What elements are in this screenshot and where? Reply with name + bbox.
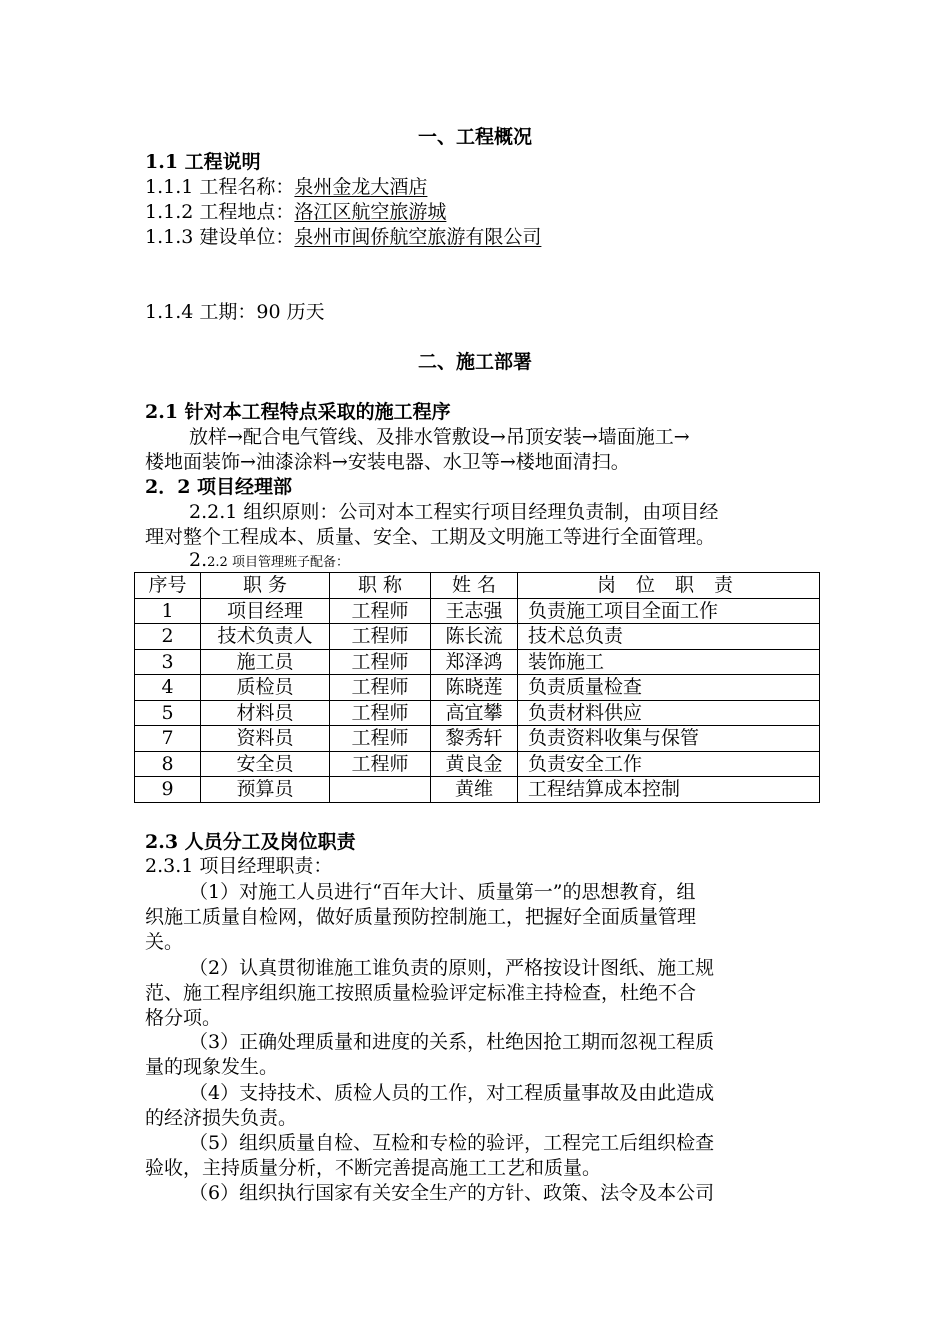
cell-title: 工程师 [330,649,431,675]
cell-name: 陈晓莲 [431,675,518,701]
table-row [135,777,820,803]
cell-position: 技术负责人 [201,624,330,650]
cell-name: 高宜攀 [431,700,518,726]
project-name-value: 泉州金龙大酒店 [294,176,428,198]
table-row [135,726,820,752]
cell-name: 黄良金 [431,751,518,777]
team-caption-text: 2.2 项目管理班子配备： [207,555,349,570]
project-location-label: 1.1.2 工程地点： [145,201,295,223]
principle-line-1: 2.2.1 组织原则：公司对本工程实行项目经理负责制，由项目经 [189,501,719,523]
cell-title: 工程师 [330,675,431,701]
duty-5-line-1: （5）组织质量自检、互检和专检的验评，工程完工后组织检查 [189,1132,715,1154]
table-row [135,675,820,701]
project-name-line [145,174,427,200]
principle-line-2: 理对整个工程成本、质量、安全、工期及文明施工等进行全面管理。 [145,526,716,548]
header-cell-position: 职 务 [201,573,330,599]
cell-name: 黎秀轩 [431,726,518,752]
duty-1-line-3: 关。 [145,931,184,953]
cell-name: 郑泽鸿 [431,649,518,675]
cell-number: 4 [135,675,201,701]
cell-duty: 负责安全工作 [518,751,820,777]
cell-title: 工程师 [330,726,431,752]
table-row [135,624,820,650]
table-header-row [135,573,820,599]
section-2-title: 二、施工部署 [417,351,532,373]
cell-duty: 技术总负责 [518,624,820,650]
staff-table [134,572,820,803]
duty-4-line-1: （4）支持技术、质检人员的工作，对工程质量事故及由此造成 [189,1082,715,1104]
project-location-line [145,199,446,225]
cell-name: 陈长流 [431,624,518,650]
header-cell-title: 职 称 [330,573,431,599]
section-1-1-heading: 1.1 工程说明 [145,151,261,173]
cell-duty: 负责材料供应 [518,700,820,726]
project-location-value: 洛江区航空旅游城 [294,201,447,223]
cell-position: 材料员 [201,700,330,726]
project-owner-value: 泉州市闽侨航空旅游有限公司 [294,226,542,248]
pm-duties-heading: 2.3.1 项目经理职责： [145,855,333,877]
duty-5-line-2: 验收，主持质量分析，不断完善提高施工工艺和质量。 [145,1157,602,1179]
cell-position: 项目经理 [201,598,330,624]
cell-number: 9 [135,777,201,803]
duty-1-line-1: （1）对施工人员进行“百年大计、质量第一”的思想教育，组 [189,881,696,903]
cell-number: 3 [135,649,201,675]
cell-title: 工程师 [330,751,431,777]
project-owner-line [145,224,541,250]
pm-department-heading: 2．2 项目经理部 [145,476,293,498]
cell-title: 工程师 [330,624,431,650]
table-row [135,700,820,726]
cell-position: 安全员 [201,751,330,777]
table-row [135,751,820,777]
duty-2-line-1: （2）认真贯彻谁施工谁负责的原则，严格按设计图纸、施工规 [189,957,715,979]
duty-2-line-2: 范、施工程序组织施工按照质量检验评定标准主持检查，杜绝不合 [145,982,697,1004]
cell-number: 8 [135,751,201,777]
procedure-line-2: 楼地面装饰→油漆涂料→安装电器、水卫等→楼地面清扫。 [145,451,630,473]
project-period-line: 1.1.4 工期：90 历天 [145,301,325,323]
cell-duty: 负责资料收集与保管 [518,726,820,752]
cell-number: 1 [135,598,201,624]
procedure-line-1: 放样→配合电气管线、及排水管敷设→吊顶安装→墙面施工→ [189,426,690,448]
cell-duty: 装饰施工 [518,649,820,675]
duty-1-line-2: 织施工质量自检网，做好质量预防控制施工，把握好全面质量管理 [145,906,697,928]
procedure-heading: 2.1 针对本工程特点采取的施工程序 [145,401,451,423]
project-name-label: 1.1.1 工程名称： [145,176,295,198]
cell-name: 王志强 [431,598,518,624]
cell-title: 工程师 [330,700,431,726]
cell-duty: 工程结算成本控制 [518,777,820,803]
duty-3-line-1: （3）正确处理质量和进度的关系，杜绝因抢工期而忽视工程质 [189,1031,715,1053]
duty-3-line-2: 量的现象发生。 [145,1056,279,1078]
section-1-title: 一、工程概况 [417,126,532,148]
team-caption-prefix: 2. [189,549,208,571]
duty-2-line-3: 格分项。 [145,1007,222,1029]
cell-duty: 负责质量检查 [518,675,820,701]
duty-4-line-2: 的经济损失负责。 [145,1107,298,1129]
cell-number: 2 [135,624,201,650]
project-owner-label: 1.1.3 建设单位： [145,226,295,248]
cell-position: 施工员 [201,649,330,675]
cell-number: 7 [135,726,201,752]
table-row [135,649,820,675]
header-cell-number: 序号 [135,573,201,599]
table-row [135,598,820,624]
header-cell-duty: 岗 位 职 责 [518,573,820,599]
cell-number: 5 [135,700,201,726]
cell-name: 黄维 [431,777,518,803]
cell-duty: 负责施工项目全面工作 [518,598,820,624]
cell-title: 工程师 [330,598,431,624]
header-cell-name: 姓 名 [431,573,518,599]
cell-title [330,777,431,803]
cell-position: 预算员 [201,777,330,803]
duty-6-line-1: （6）组织执行国家有关安全生产的方针、政策、法令及本公司 [189,1182,715,1204]
cell-position: 资料员 [201,726,330,752]
cell-position: 质检员 [201,675,330,701]
section-2-3-heading: 2.3 人员分工及岗位职责 [145,831,356,853]
